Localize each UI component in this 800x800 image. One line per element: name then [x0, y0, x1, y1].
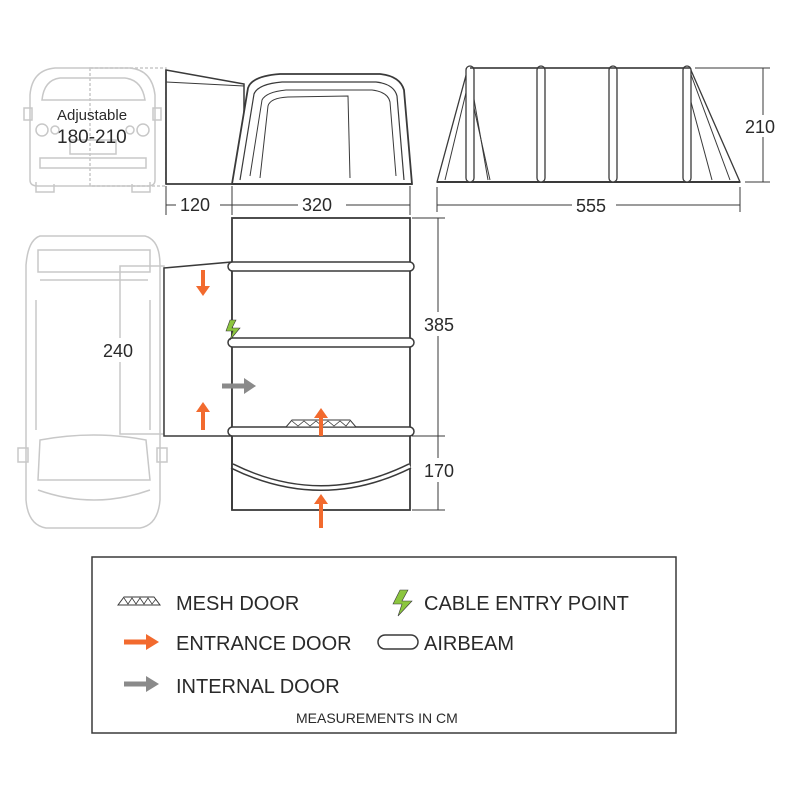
height-label: 210	[745, 117, 776, 137]
tunnel-width-label: 240	[103, 341, 134, 361]
frame-side-view	[437, 66, 740, 182]
airbeam-icon	[378, 635, 418, 649]
adjustable-label: Adjustable	[57, 107, 128, 124]
porch-depth-label: 170	[424, 461, 455, 481]
legend-airbeam: AIRBEAM	[424, 633, 515, 655]
legend-mesh-door: MESH DOOR	[176, 593, 300, 615]
tunnel-side-view	[166, 70, 244, 184]
tunnel-length-label: 120	[180, 195, 211, 215]
tent-side-view	[232, 74, 412, 184]
mesh-door-icon	[118, 597, 160, 605]
airbeam-2	[228, 338, 414, 347]
body-length-label: 320	[302, 195, 333, 215]
body-width-label: 385	[424, 315, 455, 335]
measurements-footer: MEASUREMENTS IN CM	[296, 710, 458, 726]
total-length-label: 555	[576, 196, 607, 216]
airbeam-1	[228, 262, 414, 271]
tent-top-view	[228, 218, 414, 510]
adjustable-range: 180-210	[57, 127, 127, 148]
legend-cable-entry: CABLE ENTRY POINT	[424, 593, 629, 615]
legend-internal-door: INTERNAL DOOR	[176, 676, 340, 698]
van-top-view	[18, 236, 167, 528]
legend-entrance-door: ENTRANCE DOOR	[176, 633, 352, 655]
